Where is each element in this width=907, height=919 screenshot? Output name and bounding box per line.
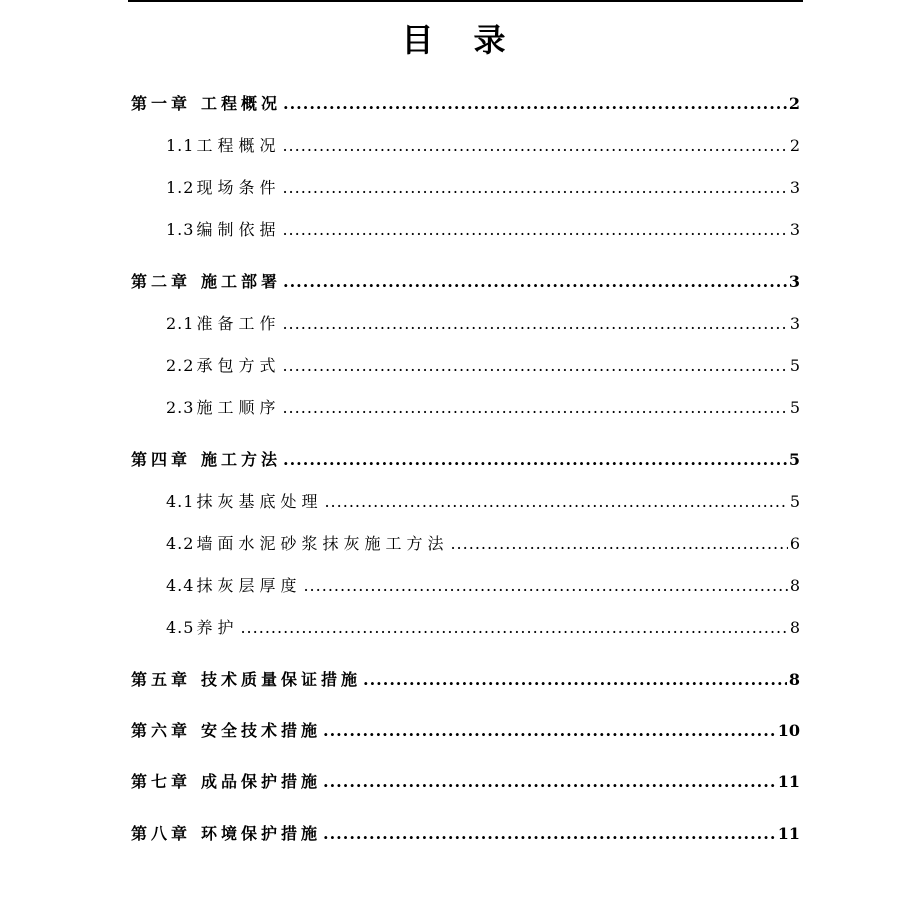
toc-entry-section-4-2[interactable] [166,532,800,556]
toc-entry-number: 2.3 [166,398,195,417]
toc-entry-title: 工程概况 [201,94,282,113]
toc-leader-dots [303,574,787,598]
toc-entry-number: 4.4 [166,576,195,595]
toc-leader-dots [283,448,787,472]
toc-entry-page: 11 [777,824,800,843]
toc-entry-number: 1.3 [166,220,195,239]
toc-entry-number: 第七章 [131,772,192,791]
toc-leader-dots [323,719,776,743]
toc-entry-title: 准备工作 [196,314,281,333]
toc-entry-title: 现场条件 [196,178,281,197]
toc-leader-dots [240,616,787,640]
toc-entry-chapter-7[interactable] [131,770,800,794]
toc-entry-chapter-5[interactable] [131,668,800,692]
toc-entry-title: 安全技术措施 [201,721,322,740]
toc-entry-page: 3 [788,272,800,291]
toc-entry-section-2-2[interactable] [166,354,800,378]
toc-entry-page: 8 [789,576,800,595]
toc-leader-dots [282,134,787,158]
toc-entry-title: 施工部署 [201,272,282,291]
toc-entry-title: 施工方法 [201,450,282,469]
toc-entry-section-2-3[interactable] [166,396,800,420]
toc-entry-page: 5 [788,450,800,469]
toc-entry-number: 第二章 [131,272,192,291]
toc-leader-dots [450,532,787,556]
toc-entry-chapter-2[interactable] [131,270,800,294]
toc-entry-number: 第一章 [131,94,192,113]
toc-leader-dots [323,822,776,846]
toc-leader-dots [282,312,787,336]
toc-entry-title: 成品保护措施 [201,772,322,791]
toc-leader-dots [282,176,787,200]
toc-leader-dots [323,770,776,794]
toc-entry-page: 2 [789,136,800,155]
toc-entry-title: 承包方式 [196,356,281,375]
toc-entry-section-4-5[interactable] [166,616,800,640]
toc-entry-title: 抹灰层厚度 [196,576,302,595]
toc-entry-number: 第六章 [131,721,192,740]
toc-leader-dots [283,92,787,116]
toc-entry-section-1-3[interactable] [166,218,800,242]
toc-entry-section-4-1[interactable] [166,490,800,514]
toc-entry-number: 2.1 [166,314,195,333]
toc-entry-title: 工程概况 [196,136,281,155]
toc-leader-dots [283,270,787,294]
toc-entry-page: 3 [789,220,800,239]
toc-entry-number: 2.2 [166,356,195,375]
toc-entry-title: 抹灰基底处理 [196,492,323,511]
toc-entry-chapter-6[interactable] [131,719,800,743]
toc-entry-title: 环境保护措施 [201,824,322,843]
toc-entry-chapter-8[interactable] [131,822,800,846]
toc-leader-dots [282,354,787,378]
toc-entry-title: 养护 [196,618,239,637]
toc-leader-dots [282,396,787,420]
toc-entry-section-1-1[interactable] [166,134,800,158]
toc-entry-page: 8 [789,618,800,637]
toc-entry-title: 编制依据 [196,220,281,239]
toc-entry-number: 1.1 [166,136,195,155]
toc-leader-dots [324,490,787,514]
toc-entry-number: 1.2 [166,178,195,197]
toc-entry-title: 施工顺序 [196,398,281,417]
toc-entry-title: 技术质量保证措施 [201,670,362,689]
toc-entry-number: 4.2 [166,534,195,553]
toc-entry-number: 第八章 [131,824,192,843]
toc-entry-page: 6 [789,534,800,553]
toc-entry-number: 第五章 [131,670,192,689]
toc-entry-number: 4.1 [166,492,195,511]
toc-entry-page: 5 [789,398,800,417]
toc-leader-dots [363,668,787,692]
toc-entry-page: 10 [777,721,800,740]
toc-leader-dots [282,218,787,242]
toc-entry-section-1-2[interactable] [166,176,800,200]
toc-entry-section-2-1[interactable] [166,312,800,336]
toc-entry-section-4-4[interactable] [166,574,800,598]
toc-entry-number: 4.5 [166,618,195,637]
toc-entry-page: 3 [789,178,800,197]
toc-entry-chapter-1[interactable] [131,92,800,116]
toc-entry-page: 3 [789,314,800,333]
page-title: 目录 [401,21,546,59]
toc-entry-chapter-4[interactable] [131,448,800,472]
toc-entry-number: 第四章 [131,450,192,469]
toc-entry-title: 墙面水泥砂浆抹灰施工方法 [196,534,449,553]
toc-entry-page: 2 [788,94,800,113]
toc-entry-page: 11 [777,772,800,791]
toc-entry-page: 5 [789,492,800,511]
toc-entry-page: 5 [789,356,800,375]
toc-entry-page: 8 [788,670,800,689]
